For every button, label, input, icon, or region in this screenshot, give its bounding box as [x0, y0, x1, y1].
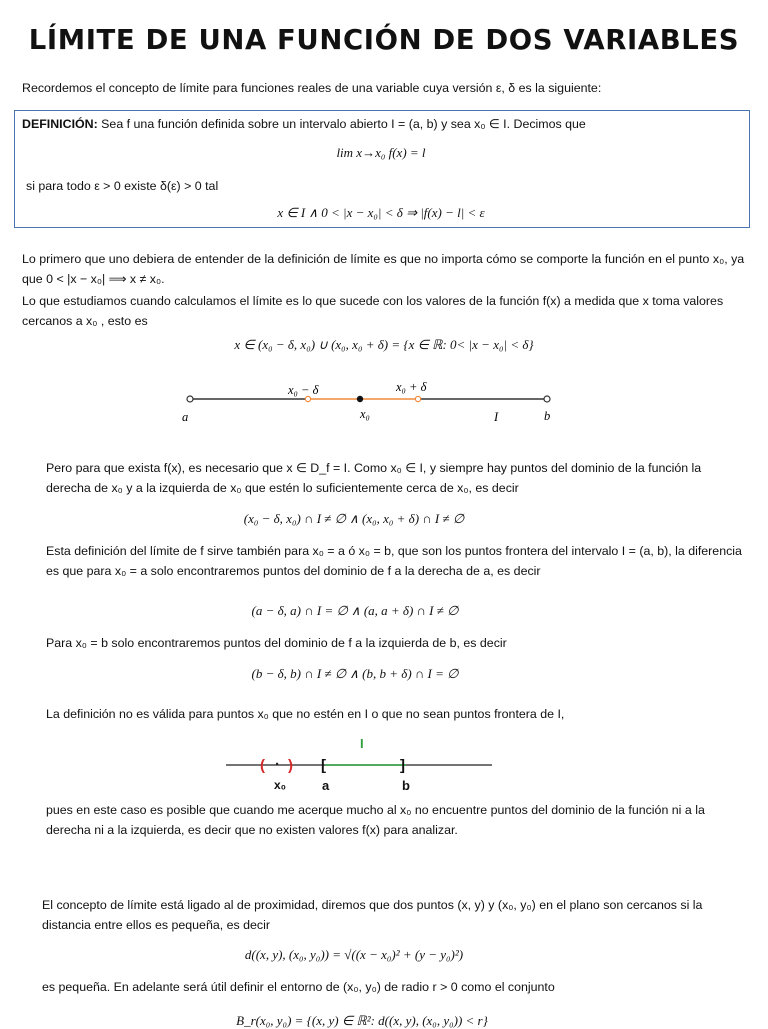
x0-label: x₀: [360, 407, 370, 421]
interval-I-label: I: [494, 410, 499, 424]
left-delta-point: [305, 396, 310, 401]
implication-formula: x ∈ I ∧ 0 < |x − x₀| < δ ⇒ |f(x) − l| < ε: [277, 205, 485, 220]
number-line-diagram: [170, 374, 570, 430]
definition-condition: si para todo ε > 0 existe δ(ε) > 0 tal: [26, 179, 219, 193]
paragraph-8: El concepto de límite está ligado al de proximidad, diremos que dos puntos (x, y) y (x₀, y₀) en el plano son cercanos si la distancia entre ellos es pequeña, es decir: [42, 898, 703, 932]
x0-point: [357, 396, 363, 402]
definition-text: [22, 114, 742, 134]
paragraph-2: Lo que estudiamos cuando calculamos el límite es lo que sucede con los valores de la función f(x) a medida que x toma valores cercanos a x₀ , esto es: [22, 294, 724, 328]
left-paren: (: [260, 757, 265, 774]
paragraph-9: es pequeña. En adelante será útil definir el entorno de (x₀, y₀) de radio r > 0 como el conjunto: [42, 980, 555, 994]
entorno-formula: B_r(x₀, y₀) = {(x, y) ∈ ℝ²: d((x, y), (x₀, y₀)) < r}: [236, 1013, 488, 1028]
formula-3: (x₀ − δ, x₀) ∩ I ≠ ∅ ∧ (x₀, x₀ + δ) ∩ I ≠ ∅: [243, 511, 465, 526]
set-formula: x ∈ (x₀ − δ, x₀) ∪ (x₀, x₀ + δ) = {x ∈ ℝ: 0< |x − x₀| < δ}: [234, 337, 534, 352]
b-label: b: [544, 409, 551, 423]
right-delta-point: [415, 396, 420, 401]
b-label: b: [402, 778, 410, 793]
a-label: a: [322, 778, 330, 793]
definition-statement: Sea f una función definida sobre un intervalo abierto I = (a, b) y sea x₀ ∈ I. Decimos que: [101, 117, 586, 131]
interval-I-label: I: [360, 736, 364, 751]
left-bracket: [: [321, 757, 326, 774]
endpoint-a-open: [187, 396, 193, 402]
interval-outside-diagram: [222, 732, 502, 794]
right-bracket: ]: [400, 757, 405, 774]
paragraph-6: La definición no es válida para puntos x₀ que no estén en I o que no sean puntos frontera de I,: [46, 707, 565, 721]
paragraph-3: Pero para que exista f(x), es necesario que x ∈ D_f = I. Como x₀ ∈ I, y siempre hay puntos del dominio de la función la derecha de x₀ y a la izquierda de x₀ que estén lo suficientemente cerca de x₀, es decir: [46, 461, 702, 495]
formula-5: (b − δ, b) ∩ I ≠ ∅ ∧ (b, b + δ) ∩ I = ∅: [251, 666, 459, 681]
endpoint-b-open: [544, 396, 550, 402]
formula-4: (a − δ, a) ∩ I = ∅ ∧ (a, a + δ) ∩ I ≠ ∅: [251, 603, 459, 618]
limit-formula: lim x→x₀ f(x) = l: [336, 145, 426, 160]
page-title: LÍMITE DE UNA FUNCIÓN DE DOS VARIABLES: [28, 24, 740, 56]
outside-point: ·: [275, 756, 280, 773]
paragraph-1: Lo primero que uno debiera de entender de la definición de límite es que no importa cómo se comporte la función en el punto x₀, ya que 0 < |x − x₀| ⟹ x ≠ x₀.: [22, 252, 745, 286]
a-label: a: [182, 410, 189, 424]
right-delta-label: x₀ + δ: [396, 380, 427, 394]
paragraph-5: Para x₀ = b solo encontraremos puntos del dominio de f a la izquierda de b, es decir: [46, 636, 507, 650]
paragraph-4: Esta definición del límite de f sirve también para x₀ = a ó x₀ = b, que son los puntos frontera del intervalo I = (a, b), la diferencia es que para x₀ = a solo encontraremos puntos del dominio de f a la derecha de a, es decir: [46, 544, 742, 578]
right-paren: ): [288, 757, 293, 774]
definition-lead: DEFINICIÓN:: [22, 117, 98, 131]
left-delta-label: x₀ − δ: [288, 383, 319, 397]
paragraph-7: pues en este caso es posible que cuando me acerque mucho al x₀ no encuentre puntos del dominio de la función ni a la derecha ni a la izquierda, es decir que no existen valores f(x) para analizar.: [46, 803, 705, 837]
intro-text: Recordemos el concepto de límite para funciones reales de una variable cuya versión ε, δ es la siguiente:: [22, 81, 602, 95]
x0-label: x₀: [274, 778, 287, 792]
distance-formula: d((x, y), (x₀, y₀)) = √((x − x₀)² + (y − y₀)²): [244, 947, 464, 962]
